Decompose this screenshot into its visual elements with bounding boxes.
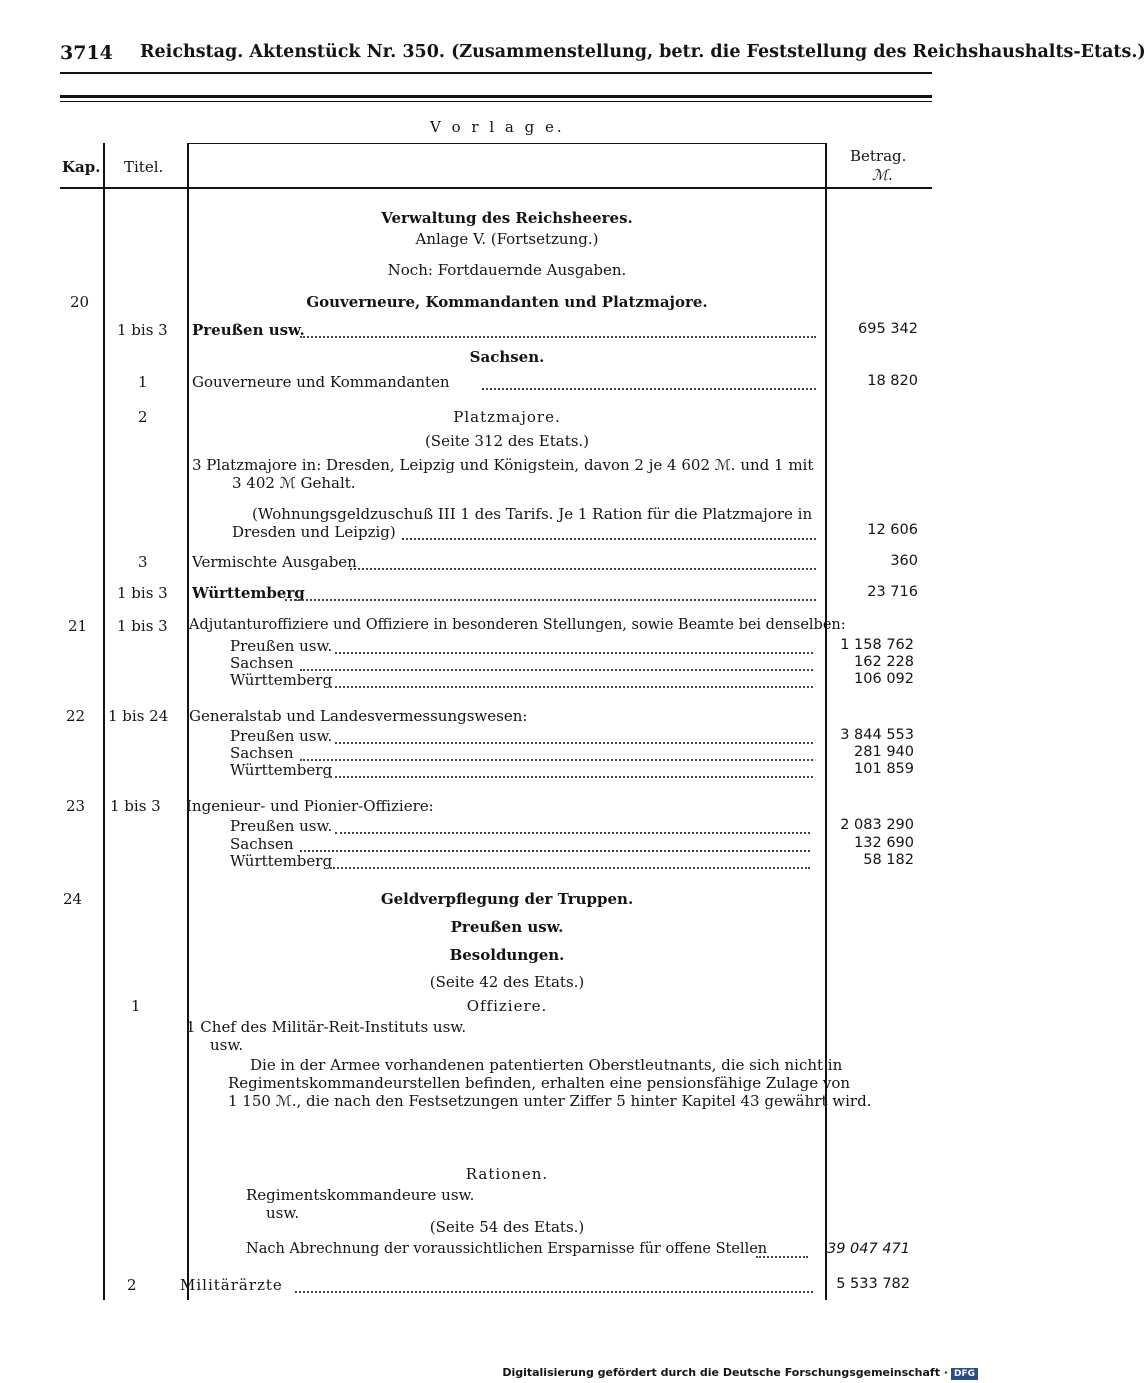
header-bottom-rule (60, 187, 932, 189)
table-top-rule-thin (60, 101, 932, 102)
amount: 39 047 471 (826, 1241, 910, 1257)
row-label: Preußen usw. (230, 817, 333, 835)
subsection-title: Preußen usw. (450, 918, 564, 936)
row-label: Württemberg (230, 671, 333, 689)
etat-reference: (Seite 54 des Etats.) (429, 1218, 585, 1236)
row-label: Preußen usw. (230, 727, 333, 745)
titel-number: 1 bis 3 (117, 617, 168, 635)
dot-leader (300, 759, 813, 761)
row-label: Württemberg (230, 761, 333, 779)
digitization-credit (502, 1366, 978, 1380)
dot-leader (335, 742, 813, 744)
amount: 23 716 (867, 584, 918, 600)
kap-number: 21 (68, 617, 88, 635)
row-label: Militärärzte (180, 1276, 283, 1294)
text-line: 1 Chef des Militär-Reit-Instituts usw. (186, 1018, 467, 1036)
amount: 2 083 290 (840, 817, 914, 833)
titel-number: 2 (138, 408, 148, 426)
etat-reference: (Seite 42 des Etats.) (429, 973, 585, 991)
col-header-titel: Titel. (124, 158, 164, 176)
text-line: 3 402 ℳ Gehalt. (232, 474, 356, 492)
amount: 360 (890, 553, 918, 569)
kap-number: 24 (63, 890, 83, 908)
kap-number: 22 (66, 707, 86, 725)
row-label: Preußen usw. (230, 637, 333, 655)
credit-text: Digitalisierung gefördert durch die Deutsche Forschungsgemeinschaft · (502, 1366, 948, 1379)
table-heading: V o r l a g e. (430, 118, 565, 136)
row-label: Vermischte Ausgaben (192, 553, 357, 571)
dot-leader (335, 832, 810, 834)
subsection-title: Sachsen. (469, 348, 545, 366)
group-label: Adjutanturoffiziere und Offiziere in besonderen Stellungen, sowie Beamte bei denselben: (189, 617, 846, 633)
amount: 58 182 (863, 852, 914, 868)
amount: 162 228 (854, 654, 914, 670)
heading-underline (188, 143, 826, 144)
row-label: Sachsen (230, 654, 294, 672)
dot-leader (300, 669, 813, 671)
dot-leader (335, 652, 813, 654)
col-sep-kap (103, 143, 105, 1300)
col-header-betrag: Betrag. (850, 147, 907, 165)
col-header-unit: ℳ. (872, 166, 893, 184)
running-title: Reichstag. Aktenstück Nr. 350. (Zusammenstellung, betr. die Feststellung des Reichshaushalts-Etats.) (140, 42, 1146, 62)
row-label: Sachsen (230, 744, 294, 762)
etat-reference: (Seite 312 des Etats.) (424, 432, 590, 450)
dot-leader (300, 850, 810, 852)
dot-leader (330, 867, 810, 869)
dot-leader (300, 336, 816, 338)
table-top-rule (60, 95, 932, 98)
titel-number: 1 bis 24 (108, 707, 169, 725)
text-line: Dresden und Leipzig) (232, 523, 396, 541)
chapter-title: Geldverpflegung der Truppen. (380, 890, 634, 908)
amount: 101 859 (854, 761, 914, 777)
text-line: Die in der Armee vorhandenen patentierten Oberstleutnants, die sich nicht in (250, 1056, 843, 1074)
dot-leader (285, 599, 816, 601)
dot-leader (330, 686, 813, 688)
row-label: Gouverneure und Kommandanten (192, 373, 450, 391)
amount: 106 092 (854, 671, 914, 687)
row-label: Württemberg (192, 584, 305, 602)
amount: 281 940 (854, 744, 914, 760)
titel-number: 2 (127, 1276, 137, 1294)
row-label: Preußen usw. (192, 321, 305, 339)
header-rule (60, 72, 932, 74)
titel-number: 1 bis 3 (117, 321, 168, 339)
dot-leader (756, 1256, 808, 1258)
subsection-title: Besoldungen. (449, 946, 565, 964)
amount: 18 820 (867, 373, 918, 389)
kap-number: 23 (66, 797, 86, 815)
text-line: usw. (266, 1204, 300, 1222)
col-sep-betrag (825, 143, 827, 1300)
text-line: 3 Platzmajore in: Dresden, Leipzig und Königstein, davon 2 je 4 602 ℳ. und 1 mit (192, 456, 814, 474)
subsection-title: Platzmajore. (453, 408, 561, 426)
text-line: Regimentskommandeurstellen befinden, erhalten eine pensionsfähige Zulage von (228, 1074, 851, 1092)
text-line: usw. (210, 1036, 244, 1054)
titel-number: 1 (131, 997, 141, 1015)
section-anlage: Anlage V. (Fortsetzung.) (415, 230, 599, 248)
dfg-logo: DFG (951, 1368, 978, 1380)
row-label: Nach Abrechnung der voraussichtlichen Ersparnisse für offene Stellen (246, 1241, 768, 1257)
titel-number: 1 bis 3 (117, 584, 168, 602)
dot-leader (482, 388, 816, 390)
titel-number: 1 (138, 373, 148, 391)
col-header-kap: Kap. (62, 158, 101, 176)
amount: 132 690 (854, 835, 914, 851)
amount: 3 844 553 (840, 727, 914, 743)
section-noch: Noch: Fortdauernde Ausgaben. (387, 261, 627, 279)
text-line: (Wohnungsgeldzuschuß III 1 des Tarifs. Je 1 Ration für die Platzmajore in (252, 505, 813, 523)
dot-leader (295, 1291, 813, 1293)
dot-leader (402, 538, 816, 540)
chapter-title: Gouverneure, Kommandanten und Platzmajore. (306, 293, 708, 311)
amount: 12 606 (867, 522, 918, 538)
titel-number: 1 bis 3 (110, 797, 161, 815)
subsection-title: Offiziere. (466, 997, 548, 1015)
text-line: Regimentskommandeure usw. (246, 1186, 475, 1204)
dot-leader (350, 568, 816, 570)
page-number: 3714 (60, 42, 113, 64)
row-label: Württemberg (230, 852, 333, 870)
amount: 1 158 762 (840, 637, 914, 653)
kap-number: 20 (70, 293, 90, 311)
titel-number: 3 (138, 553, 148, 571)
group-label: Ingenieur- und Pionier-Offiziere: (186, 797, 434, 815)
row-label: Sachsen (230, 835, 294, 853)
section-title: Verwaltung des Reichsheeres. (381, 209, 633, 227)
subsection-title: Rationen. (465, 1165, 549, 1183)
amount: 695 342 (858, 321, 918, 337)
amount: 5 533 782 (836, 1276, 910, 1292)
text-line: 1 150 ℳ., die nach den Festsetzungen unter Ziffer 5 hinter Kapitel 43 gewährt wird. (228, 1092, 872, 1110)
group-label: Generalstab und Landesvermessungswesen: (189, 707, 528, 725)
dot-leader (330, 776, 813, 778)
